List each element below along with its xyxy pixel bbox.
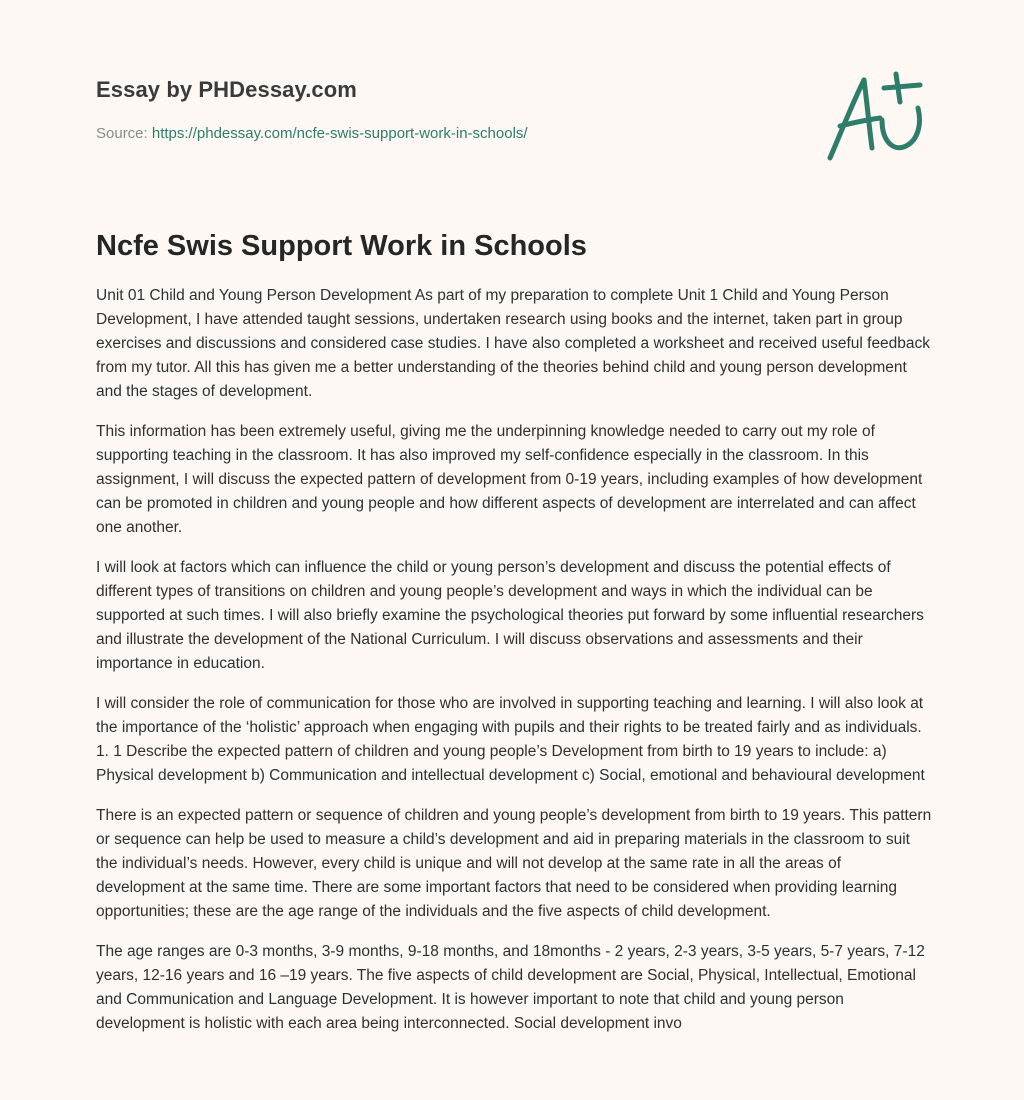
essay-paragraph: I will look at factors which can influence the child or young person’s development and discuss the potential effects of different types of transitions on children and young people’s development and ways in which the individual can be supported at such times. I will also briefly examine the psychological theories put forward by some influential researchers and illustrate the development of the National Curriculum. I will discuss observations and assessments and their importance in education. xyxy=(96,559,924,672)
essay-paragraph: The age ranges are 0-3 months, 3-9 months, 9-18 months, and 18months - 2 years, 2-3 years, 3-5 years, 5-7 years, 7-12 years, 12-16 years and 16 –19 years. The five aspects of child development are Social, Physical, Intellectual, Emotional and Communication and Language Development. It is however important to note that child and young person development is holistic with each area being interconnected. Social development invo xyxy=(96,943,925,1032)
page-header xyxy=(96,74,696,145)
brand-title: Essay by PHDessay.com xyxy=(96,77,357,102)
source-label: Source: xyxy=(96,125,152,142)
essay-paragraph: This information has been extremely useful, giving me the underpinning knowledge needed to carry out my role of supporting teaching in the classroom. It has also improved my self-confidence especially in the classroom. In this assignment, I will discuss the expected pattern of development from 0-19 years, including examples of how development can be promoted in children and young people and how different aspects of development are interrelated and can affect one another. xyxy=(96,423,923,536)
essay-paragraph: Unit 01 Child and Young Person Development As part of my preparation to complete Unit 1 Child and Young Person Development, I have attended taught sessions, undertaken research using books and the internet, taken part in group exercises and discussions and considered case studies. I have also completed a worksheet and received useful feedback from my tutor. All this has given me a better understanding of the theories behind child and young person development and the stages of development. xyxy=(96,287,931,400)
essay-paragraph: I will consider the role of communication for those who are involved in supporting teaching and learning. I will also look at the importance of the ‘holistic’ approach when engaging with pupils and their rights to be treated fairly and as individuals. 1. 1 Describe the expected pattern of children and young people’s Development from birth to 19 years to include: a) Physical development b) Communication and intellectual development c) Social, emotional and behavioural development xyxy=(96,695,925,784)
source-line xyxy=(96,123,696,145)
essay-paragraph: There is an expected pattern or sequence of children and young people’s development from birth to 19 years. This pattern or sequence can help be used to measure a child’s development and aid in preparing materials in the classroom to suit the individual’s needs. However, every child is unique and will not develop at the same rate in all the areas of development at the same time. There are some important factors that need to be considered when providing learning opportunities; these are the age range of the individuals and the five aspects of child development. xyxy=(96,807,932,920)
essay-body xyxy=(96,284,932,1052)
source-link[interactable]: https://phdessay.com/ncfe-swis-support-work-in-schools/ xyxy=(151,125,528,142)
essay-title: Ncfe Swis Support Work in Schools xyxy=(96,230,587,262)
a-plus-logo-icon xyxy=(822,68,930,168)
